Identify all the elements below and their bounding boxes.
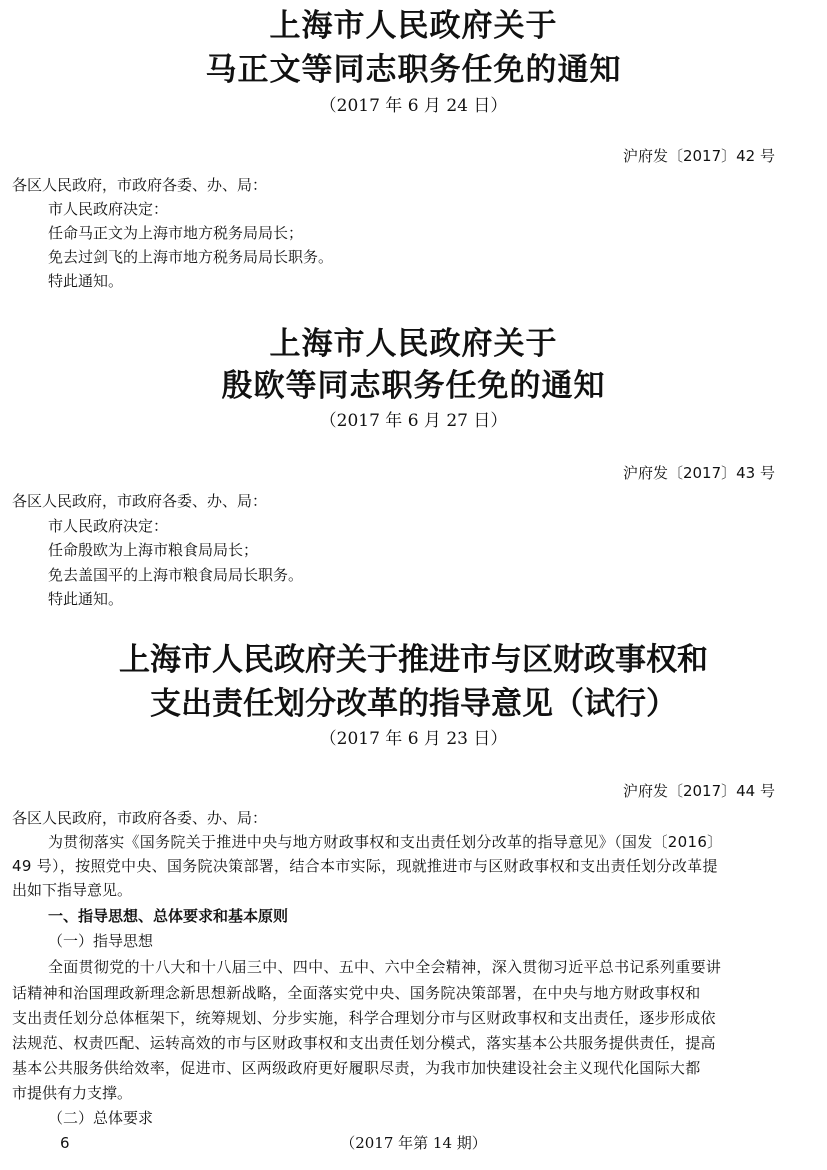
paragraph-line: 市提供有力支撑。	[12, 1084, 133, 1102]
issue-label: （2017 年第 14 期）	[340, 1134, 487, 1152]
section-heading: 一、指导思想、总体要求和基本原则	[48, 907, 289, 925]
opinion-intro-line: 出如下指导意见。	[12, 881, 133, 899]
page-number: 6	[60, 1134, 70, 1152]
opinion-title-line2: 支出责任划分改革的指导意见（试行）	[150, 686, 677, 722]
notice1-body-line: 特此通知。	[48, 272, 124, 290]
notice2-doc-number: 沪府发〔2017〕43 号	[622, 464, 775, 482]
paragraph-line: 全面贯彻党的十八大和十八届三中、四中、五中、六中全会精神，深入贯彻习近平总书记系列重要讲	[48, 958, 722, 976]
notice2-body-line: 特此通知。	[48, 590, 124, 608]
notice1-body-line: 免去过剑飞的上海市地方税务局局长职务。	[48, 248, 334, 266]
paragraph-line: 基本公共服务供给效率，促进市、区两级政府更好履职尽责，为我市加快建设社会主义现代化国际大都	[12, 1059, 701, 1077]
opinion-intro-line: 为贯彻落实《国务院关于推进中央与地方财政事权和支出责任划分改革的指导意见》（国发〔2016〕	[48, 833, 723, 851]
notice1-addressee: 各区人民政府，市政府各委、办、局：	[12, 176, 268, 194]
paragraph-line: 话精神和治国理政新理念新思想新战略，全面落实党中央、国务院决策部署，在中央与地方财政事权和	[12, 984, 701, 1002]
notice2-title-line2: 殷欧等同志职务任免的通知	[221, 368, 606, 404]
notice1-title-line1: 上海市人民政府关于	[269, 8, 558, 44]
notice2-addressee: 各区人民政府，市政府各委、办、局：	[12, 492, 268, 510]
subsection-heading: （一）指导思想	[48, 932, 154, 950]
opinion-title-line1: 上海市人民政府关于推进市与区财政事权和	[119, 642, 708, 678]
notice1-body-line: 任命马正文为上海市地方税务局局长；	[48, 224, 304, 242]
notice1-date: （2017 年 6 月 24 日）	[319, 96, 508, 116]
subsection-heading: （二）总体要求	[48, 1109, 154, 1127]
notice2-body-line: 免去盖国平的上海市粮食局局长职务。	[48, 566, 304, 584]
paragraph-line: 支出责任划分总体框架下，统筹规划、分步实施，科学合理划分市与区财政事权和支出责任，逐步形成依	[12, 1009, 716, 1027]
notice2-body-line: 市人民政府决定：	[48, 517, 169, 535]
opinion-addressee: 各区人民政府，市政府各委、办、局：	[12, 809, 268, 827]
notice2-title-line1: 上海市人民政府关于	[269, 326, 558, 362]
notice1-title-line2: 马正文等同志职务任免的通知	[205, 52, 622, 88]
notice2-date: （2017 年 6 月 27 日）	[319, 411, 508, 431]
opinion-date: （2017 年 6 月 23 日）	[319, 729, 508, 749]
notice2-body-line: 任命殷欧为上海市粮食局局长；	[48, 541, 259, 559]
opinion-intro-line: 49 号），按照党中央、国务院决策部署，结合本市实际，现就推进市与区财政事权和支出责任划分改革提	[12, 857, 718, 875]
notice1-doc-number: 沪府发〔2017〕42 号	[622, 147, 775, 165]
notice1-body-line: 市人民政府决定：	[48, 200, 169, 218]
paragraph-line: 法规范、权责匹配、运转高效的市与区财政事权和支出责任划分模式，落实基本公共服务提供责任，提高	[12, 1034, 716, 1052]
opinion-doc-number: 沪府发〔2017〕44 号	[622, 782, 775, 800]
